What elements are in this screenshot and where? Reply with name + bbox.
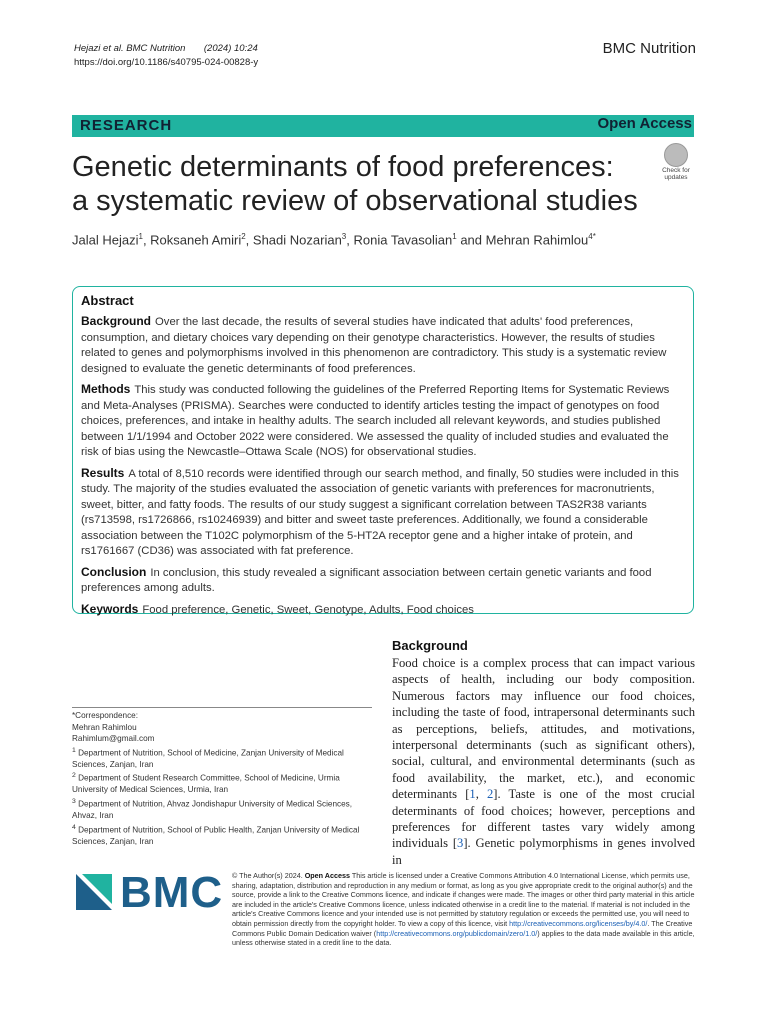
abstract-conclusion-label: Conclusion: [81, 564, 147, 579]
abstract-background-label: Background: [81, 314, 152, 328]
citation-journal: BMC Nutrition: [126, 43, 186, 54]
author-sep: ,: [142, 232, 151, 248]
badge-line-1: Check for: [662, 167, 690, 174]
affiliation-text: Department of Nutrition, Ahvaz Jondishapur University of Medical Sciences, Ahvaz, Iran: [72, 799, 353, 821]
abstract-methods-label: Methods: [81, 382, 131, 396]
correspondence-email[interactable]: Rahimlum@gmail.com: [72, 734, 155, 743]
check-for-updates-badge[interactable]: [656, 143, 696, 183]
abstract-conclusion: [81, 565, 683, 597]
author-and: and: [456, 232, 486, 248]
author-name[interactable]: Jalal Hejazi: [72, 232, 139, 248]
abstract-results-label: Results: [81, 465, 125, 480]
affiliation-num: 2: [72, 772, 76, 780]
article-title: [72, 150, 652, 218]
citation-year: (2024) 10:24: [203, 43, 258, 54]
ref-sep: ,: [475, 787, 487, 802]
bmc-logo-text: BMC: [120, 868, 224, 917]
abstract-keywords: [81, 602, 683, 619]
affiliation-item: [72, 822, 372, 848]
badge-line-2: updates: [664, 174, 688, 181]
abstract-keywords-label: Keywords: [81, 601, 139, 616]
citation-authors: Hejazi et al.: [74, 43, 124, 54]
abstract-methods-text: This study was conducted following the guidelines of the Preferred Reporting Items for Systematic Reviews and Meta-Analyses (PRISMA). Searches were conducted to identify articles testing the impact of genotypes on food choices, preferences, and intake in healthy adults. The search included all relevant keywords, and studies published between 1/1/1994 and October 2022 were considered. We assessed the quality of included studies and evaluated the risk of bias using the Newcastle–Ottawa Scale (NOS) for observational studies.: [81, 384, 670, 458]
abstract-results-text: A total of 8,510 records were identified through our search method, and finally, 50 studies were included in this study. The majority of the studies evaluated the association of genetic variants with preferences for macronutrients, sweet, bitter, and fatty foods. The results of our study suggest a significant correlation between TAS2R38 variants (rs713598, rs1726866, rs10246939) and bitter and sweet taste preferences. Additionally, we found a considerable association between the T102C polymorphism of the 5-HT2A receptor gene and a higher intake of protein, and rs1761667 (CD36) was associated with fat preference.: [81, 467, 679, 557]
author-affil: 2: [241, 232, 246, 241]
abstract-heading: Abstract: [81, 293, 134, 308]
abstract-results: [81, 466, 683, 560]
author-sep: ,: [346, 232, 354, 248]
author-affil: 1: [138, 232, 143, 241]
citation-link[interactable]: 1: [469, 787, 476, 802]
title-line-1: Genetic determinants of food preferences:: [72, 151, 614, 183]
body-heading: Background: [392, 638, 468, 653]
author-name[interactable]: Roksaneh Amiri: [150, 232, 242, 248]
author-name[interactable]: Shadi Nozarian: [252, 232, 342, 248]
title-line-2: a systematic review of observational studies: [72, 185, 638, 217]
author-name[interactable]: Ronia Tavasolian: [353, 232, 453, 248]
body-paragraph: [392, 655, 695, 868]
affiliation-num: 3: [72, 797, 76, 805]
abstract-background: [81, 314, 683, 377]
correspondence-name: Mehran Rahimlou: [72, 722, 137, 732]
correspondence-block: [72, 710, 372, 847]
body-text: Food choice is a complex process that can impact various aspects of health, including our body composition. Numerous factors may influence our food choices, including the taste of food, intrapersonal determinants such as perceptions, beliefs, attitudes, and motivations, interpersonal determinants (such as significant others), social, cultural, and environmental determinants (such as food availability, the market, etc.), and economic determinants [: [392, 656, 695, 802]
abstract-box: [72, 286, 694, 614]
affiliation-num: 4: [72, 823, 76, 831]
abstract-conclusion-text: In conclusion, this study revealed a significant association between certain genetic variants and food preferences among adults.: [81, 566, 652, 594]
citation-header: [74, 42, 258, 70]
license-copyright: © The Author(s) 2024.: [232, 871, 303, 880]
license-body: This article is licensed under a Creative Commons Attribution 4.0 International License, which permits use, sharing, adaptation, distribution and reproduction in any medium or format, as long as you give appropriate credit to the original author(s) and the source, provide a link to the Creative Commons licence, and indicate if changes were made. The images or other third party material in this article are included in the article's Creative Commons licence, unless indicated otherwise in a credit line to the material. If material is not included in the article's Creative Commons licence and your intended use is not permitted by statutory regulation or exceeds the permitted use, you will need to obtain permission directly from the copyright holder. To view a copy of this licence, visit: [232, 871, 695, 928]
author-name[interactable]: Mehran Rahimlou: [485, 232, 589, 248]
doi-link[interactable]: https://doi.org/10.1186/s40795-024-00828-y: [74, 57, 259, 68]
author-affil: 3: [341, 232, 347, 241]
body-text: ]. Genetic polymorphisms in genes involved in: [392, 836, 695, 867]
author-affil: 1: [452, 232, 457, 241]
section-label: RESEARCH: [80, 117, 173, 134]
author-affil: 4*: [588, 232, 596, 241]
affiliation-text: Department of Student Research Committee, School of Medicine, Urmia University of Medical Sciences, Urmia, Iran: [72, 773, 340, 795]
bmc-logo-icon: [76, 874, 112, 910]
citation-link[interactable]: 2: [486, 787, 494, 802]
license-oa: Open Access: [304, 871, 350, 880]
abstract-background-text: Over the last decade, the results of several studies have indicated that adults' food preferences, consumption, and dietary choices vary depending on their genotype characteristics. However, the results of studies related to genes and polymorphisms involved in this phenomenon are contradictory. This study is a systematic review designed to evaluate the genetic determinants of food preferences.: [81, 316, 667, 375]
affiliation-item: [72, 745, 372, 771]
affiliation-item: [72, 796, 372, 822]
license-body: ) applies to the data made available in this article, unless otherwise stated in a credit line to the data.: [232, 928, 695, 948]
citation-link[interactable]: 3: [457, 836, 464, 851]
affiliation-text: Department of Nutrition, School of Medicine, Zanjan University of Medical Sciences, Zanjan, Iran: [72, 748, 344, 769]
footnote-divider: [72, 707, 372, 708]
abstract-methods: [81, 382, 683, 461]
license-text: [232, 871, 698, 948]
correspondence-label: *Correspondence:: [72, 711, 138, 720]
author-list: [72, 232, 596, 247]
check-updates-icon: [664, 143, 688, 167]
open-access-label: Open Access: [597, 115, 692, 132]
author-sep: ,: [245, 232, 253, 248]
affiliation-item: [72, 770, 372, 796]
abstract-keywords-text: Food preference, Genetic, Sweet, Genotype, Adults, Food choices: [142, 603, 474, 616]
license-link[interactable]: http://creativecommons.org/licenses/by/4.0/: [509, 918, 648, 928]
license-link[interactable]: http://creativecommons.org/publicdomain/zero/1.0/: [376, 928, 538, 938]
journal-name: BMC Nutrition: [602, 40, 696, 57]
affiliation-text: Department of Nutrition, School of Public Health, Zanjan University of Medical Sciences, Zanjan, Iran: [72, 825, 360, 846]
license-body: . The Creative Commons Public Domain Dedication waiver (: [232, 918, 693, 938]
affiliation-num: 1: [72, 746, 76, 754]
body-text: ]. Taste is one of the most crucial determinants of food choices; however, perceptions and preferences for different tastes vary widely among individuals [: [392, 787, 696, 851]
